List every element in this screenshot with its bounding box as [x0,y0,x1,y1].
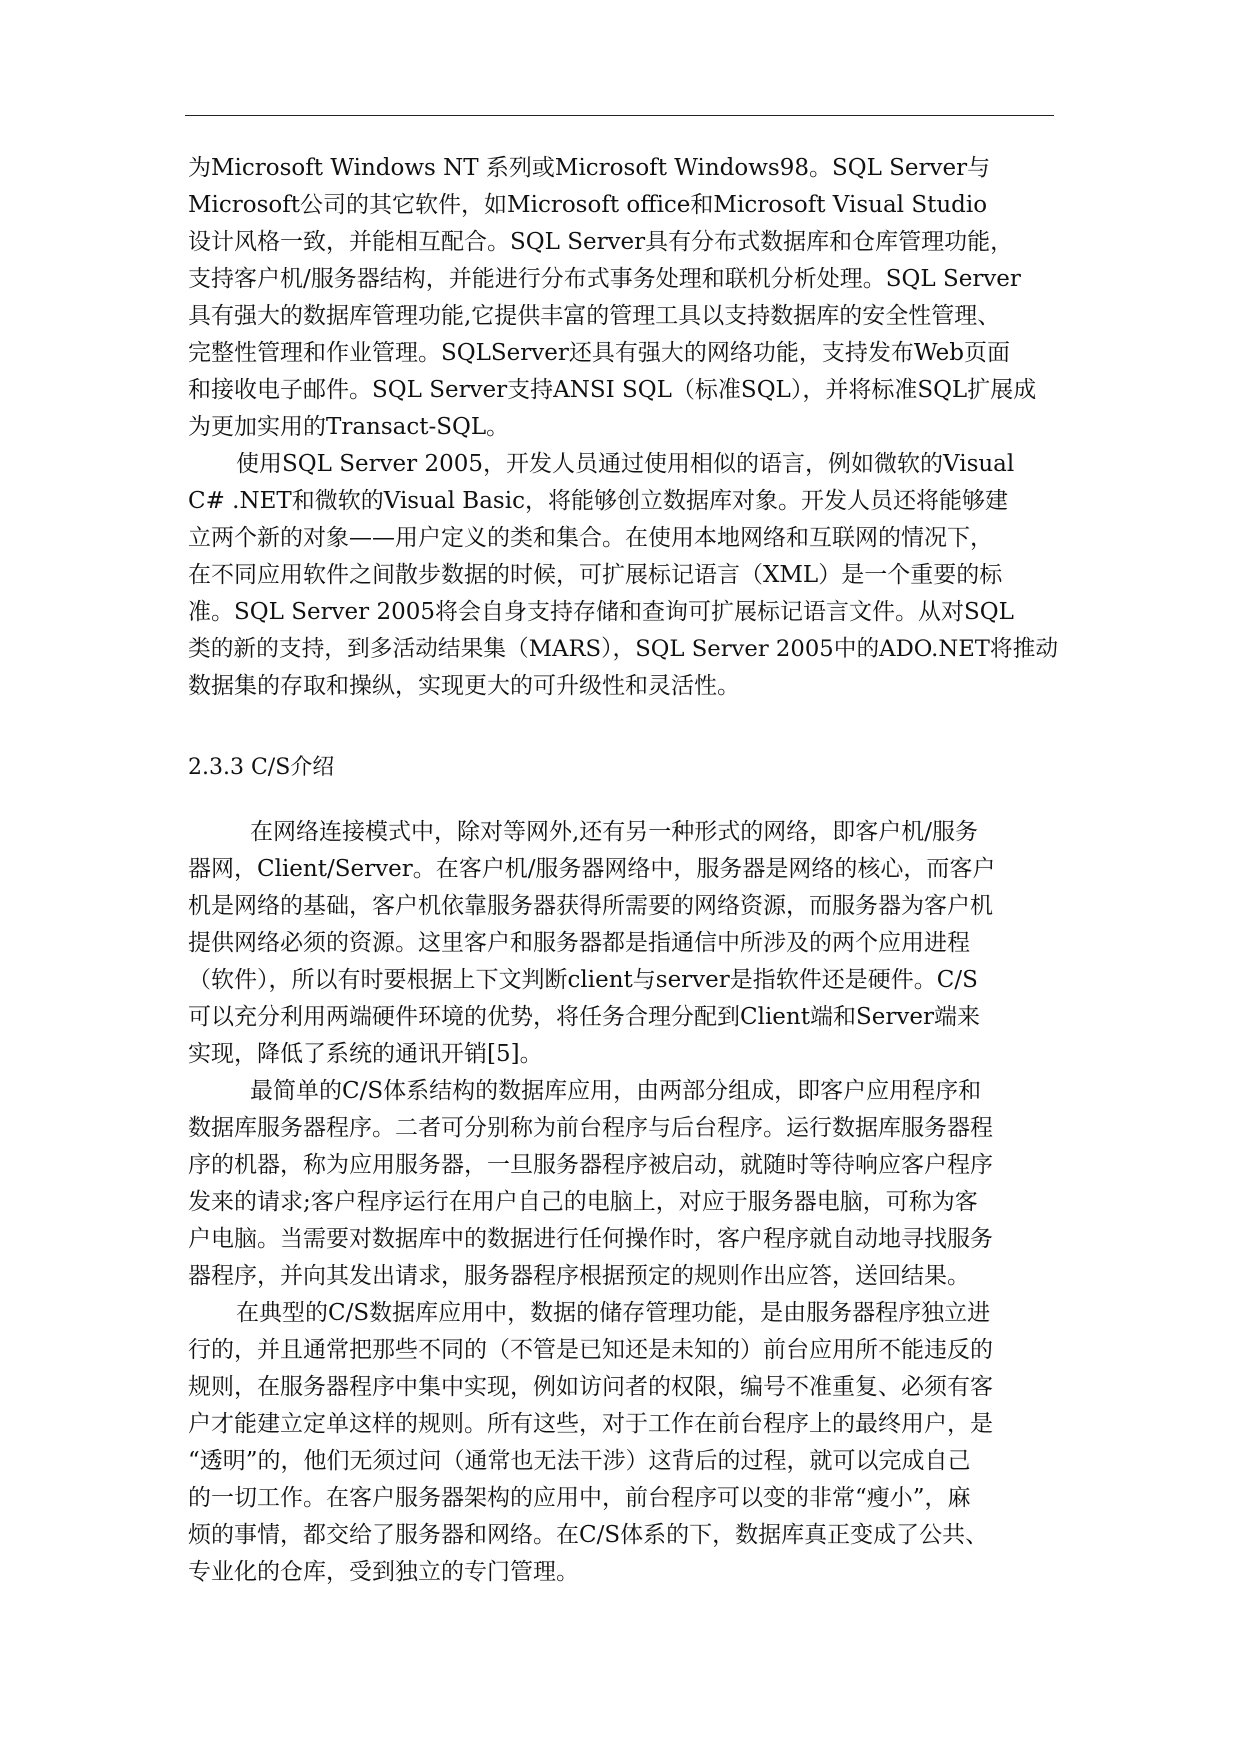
text-line: Microsoft公司的其它软件，如Microsoft office和Microsoft Visual Studio [188,192,988,218]
text-line: 数据库服务器程序。二者可分别称为前台程序与后台程序。运行数据库服务器程 [188,1115,993,1141]
text-line: 使用SQL Server 2005，开发人员通过使用相似的语言，例如微软的Visual [236,451,1015,477]
text-line: “透明”的，他们无须过问（通常也无法干涉）这背后的过程，就可以完成自己 [188,1448,971,1474]
text-line: 序的机器，称为应用服务器，一旦服务器程序被启动，就随时等待响应客户程序 [188,1152,993,1178]
text-line: 类的新的支持，到多活动结果集（MARS），SQL Server 2005中的ADO.NET将推动 [188,636,1059,662]
section-heading: 2.3.3 C/S介绍 [188,755,335,780]
text-line: 可以充分利用两端硬件环境的优势，将任务合理分配到Client端和Server端来 [188,1004,980,1030]
paragraph-cs-database [188,1295,1058,1591]
text-line: 发来的请求;客户程序运行在用户自己的电脑上，对应于服务器电脑，可称为客 [188,1189,978,1215]
text-line: 在网络连接模式中，除对等网外,还有另一种形式的网络，即客户机/服务 [250,819,979,845]
text-line: 为更加实用的Transact-SQL。 [188,414,510,440]
paragraph-cs-intro [188,814,1058,1073]
text-line: 烦的事情，都交给了服务器和网络。在C/S体系的下，数据库真正变成了公共、 [188,1522,989,1548]
text-line: 和接收电子邮件。SQL Server支持ANSI SQL（标准SQL），并将标准SQL扩展成 [188,377,1037,403]
paragraph-sql-server-2005 [188,446,1058,705]
text-line: 最简单的C/S体系结构的数据库应用，由两部分组成，即客户应用程序和 [250,1078,982,1104]
text-line: 行的，并且通常把那些不同的（不管是已知还是未知的）前台应用所不能违反的 [188,1337,993,1363]
text-line: 数据集的存取和操纵，实现更大的可升级性和灵活性。 [188,673,740,699]
text-line: （软件），所以有时要根据上下文判断client与server是指软件还是硬件。C/S [188,967,978,993]
text-line: 设计风格一致，并能相互配合。SQL Server具有分布式数据库和仓库管理功能， [188,229,1014,255]
text-line: 在典型的C/S数据库应用中，数据的储存管理功能，是由服务器程序独立进 [236,1300,991,1326]
text-line: 立两个新的对象——用户定义的类和集合。在使用本地网络和互联网的情况下， [188,525,993,551]
text-line: C# .NET和微软的Visual Basic，将能够创立数据库对象。开发人员还将能够建 [188,488,1008,514]
text-line: 在不同应用软件之间散步数据的时候，可扩展标记语言（XML）是一个重要的标 [188,562,1003,588]
text-line: 户才能建立定单这样的规则。所有这些，对于工作在前台程序上的最终用户，是 [188,1411,993,1437]
text-line: 具有强大的数据库管理功能,它提供丰富的管理工具以支持数据库的安全性管理、 [188,303,1001,329]
text-line: 器网，Client/Server。在客户机/服务器网络中，服务器是网络的核心，而客户 [188,856,996,882]
text-line: 完整性管理和作业管理。SQLServer还具有强大的网络功能，支持发布Web页面 [188,340,1010,366]
text-line: 支持客户机/服务器结构，并能进行分布式事务处理和联机分析处理。SQL Server [188,266,1021,292]
header-rule [185,115,1054,116]
text-line: 专业化的仓库，受到独立的专门管理。 [188,1559,579,1585]
text-line: 实现，降低了系统的通讯开销[5]。 [188,1041,543,1067]
text-line: 为Microsoft Windows NT 系列或Microsoft Windows98。SQL Server与 [188,155,991,181]
text-line: 的一切工作。在客户服务器架构的应用中，前台程序可以变的非常“瘦小”，麻 [188,1485,971,1511]
text-line: 户电脑。当需要对数据库中的数据进行任何操作时，客户程序就自动地寻找服务 [188,1226,993,1252]
paragraph-cs-architecture [188,1073,1058,1295]
text-line: 准。SQL Server 2005将会自身支持存储和查询可扩展标记语言文件。从对SQL [188,599,1014,625]
text-line: 机是网络的基础，客户机依靠服务器获得所需要的网络资源，而服务器为客户机 [188,893,993,919]
text-line: 提供网络必须的资源。这里客户和服务器都是指通信中所涉及的两个应用进程 [188,930,970,956]
text-line: 器程序，并向其发出请求，服务器程序根据预定的规则作出应答，送回结果。 [188,1263,970,1289]
paragraph-sql-server-features [188,150,1058,446]
text-line: 规则，在服务器程序中集中实现，例如访问者的权限，编号不准重复、必须有客 [188,1374,993,1400]
